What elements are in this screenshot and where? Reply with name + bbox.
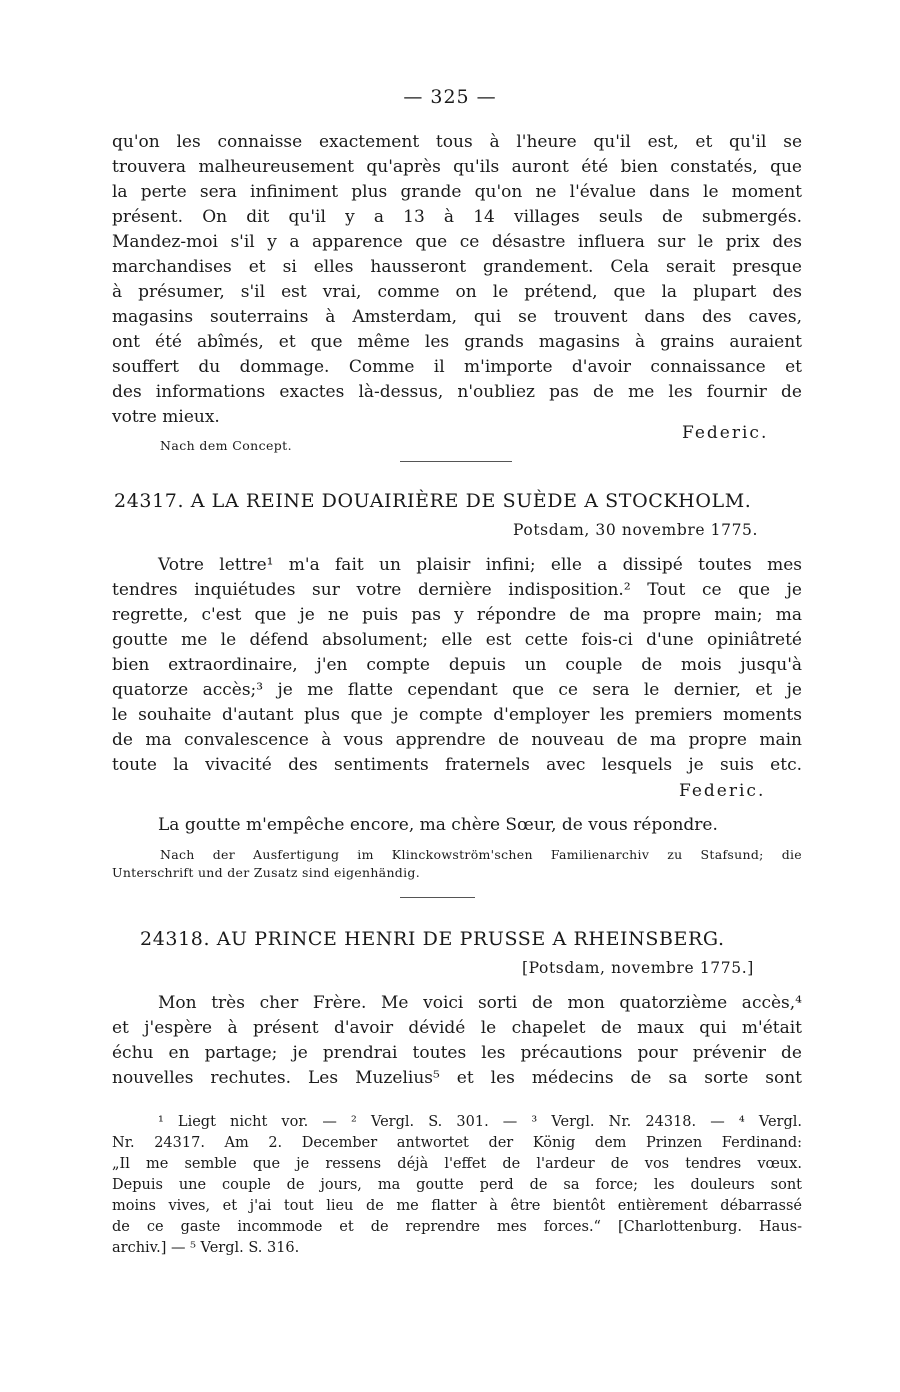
letter-24318-body [112, 991, 802, 1091]
footnotes [112, 1112, 802, 1259]
text-line: Votre lettre¹ m'a fait un plaisir infini; elle a dissipé toutes mes [158, 555, 802, 575]
postscript: La goutte m'empêche encore, ma chère Sœur, de vous répondre. [158, 815, 718, 835]
section-divider [400, 461, 512, 462]
text-line: la perte sera infiniment plus grande qu'on ne l'évalue dans le moment [112, 182, 802, 202]
text-line: goutte me le défend absolument; elle est cette fois-ci d'une opiniâtreté [112, 630, 802, 650]
footnote-line: ¹ Liegt nicht vor. — ² Vergl. S. 301. — ³ Vergl. Nr. 24318. — ⁴ Vergl. [158, 1114, 802, 1130]
page-number-rule-left: — [403, 86, 431, 108]
text-line: le souhaite d'autant plus que je compte d'employer les premiers moments [112, 705, 802, 725]
source-note [112, 846, 802, 882]
text-line: tendres inquiétudes sur votre dernière indisposition.² Tout ce que je [112, 580, 802, 600]
text-line: à présumer, s'il est vrai, comme on le prétend, que la plupart des [112, 282, 802, 302]
text-line: magasins souterrains à Amsterdam, qui se trouvent dans des caves, [112, 307, 802, 327]
text-line: présent. On dit qu'il y a 13 à 14 villages seuls de submergés. [112, 207, 802, 227]
footnote-line: de ce gaste incommode et de reprendre mes forces.“ [Charlottenburg. Haus- [112, 1219, 802, 1235]
footnote-line: „Il me semble que je ressens déjà l'effet de l'ardeur de vos tendres vœux. [112, 1156, 802, 1172]
letter-heading: 24317. A LA REINE DOUAIRIÈRE DE SUÈDE A STOCKHOLM. [114, 490, 752, 512]
footnote-line: Nr. 24317. Am 2. December antwortet der König dem Prinzen Ferdinand: [112, 1135, 802, 1151]
text-line: ont été abîmés, et que même les grands magasins à grains auraient [112, 332, 802, 352]
text-line: de ma convalescence à vous apprendre de nouveau de ma propre main [112, 730, 802, 750]
letter-24316-body [112, 130, 802, 430]
letter-dateline: [Potsdam, novembre 1775.] [522, 959, 754, 977]
text-line: échu en partage; je prendrai toutes les précautions pour prévenir de [112, 1043, 802, 1063]
text-line: votre mieux. [112, 407, 220, 427]
text-line: toute la vivacité des sentiments fraternels avec lesquels je suis etc. [112, 755, 802, 775]
page-number-text: 325 [430, 86, 470, 108]
note-line: Nach der Ausfertigung im Klinckowström'schen Familienarchiv zu Stafsund; die [160, 847, 802, 862]
footnote-line: archiv.] — ⁵ Vergl. S. 316. [112, 1240, 300, 1256]
text-line: quatorze accès;³ je me flatte cependant que ce sera le dernier, et je [112, 680, 802, 700]
text-line: Mandez-moi s'il y a apparence que ce désastre influera sur le prix des [112, 232, 802, 252]
text-line: Mon très cher Frère. Me voici sorti de mon quatorzième accès,⁴ [158, 993, 802, 1013]
footnote-line: moins vives, et j'ai tout lieu de me flatter à être bientôt entièrement débarrassé [112, 1198, 802, 1214]
signature: Federic. [682, 423, 769, 443]
text-line: des informations exactes là-dessus, n'oubliez pas de me les fournir de [112, 382, 802, 402]
text-line: trouvera malheureusement qu'après qu'ils auront été bien constatés, que [112, 157, 802, 177]
letter-24317-body [112, 553, 802, 778]
text-line: bien extraordinaire, j'en compte depuis un couple de mois jusqu'à [112, 655, 802, 675]
source-note: Nach dem Concept. [160, 438, 292, 453]
text-line: souffert du dommage. Comme il m'importe d'avoir connaissance et [112, 357, 802, 377]
letter-heading: 24318. AU PRINCE HENRI DE PRUSSE A RHEINSBERG. [140, 928, 725, 950]
text-line: marchandises et si elles hausseront grandement. Cela serait presque [112, 257, 802, 277]
footnote-line: Depuis une couple de jours, ma goutte perd de sa force; les douleurs sont [112, 1177, 802, 1193]
text-line: qu'on les connaisse exactement tous à l'heure qu'il est, et qu'il se [112, 132, 802, 152]
page-number-rule-right: — [476, 86, 497, 108]
text-line: regrette, c'est que je ne puis pas y répondre de ma propre main; ma [112, 605, 802, 625]
text-line: nouvelles rechutes. Les Muzelius⁵ et les médecins de sa sorte sont [112, 1068, 802, 1088]
section-divider [400, 897, 475, 898]
page-number [0, 86, 900, 108]
note-line: Unterschrift und der Zusatz sind eigenhändig. [112, 865, 420, 880]
signature: Federic. [679, 781, 766, 801]
text-line: et j'espère à présent d'avoir dévidé le chapelet de maux qui m'était [112, 1018, 802, 1038]
letter-dateline: Potsdam, 30 novembre 1775. [513, 521, 759, 539]
